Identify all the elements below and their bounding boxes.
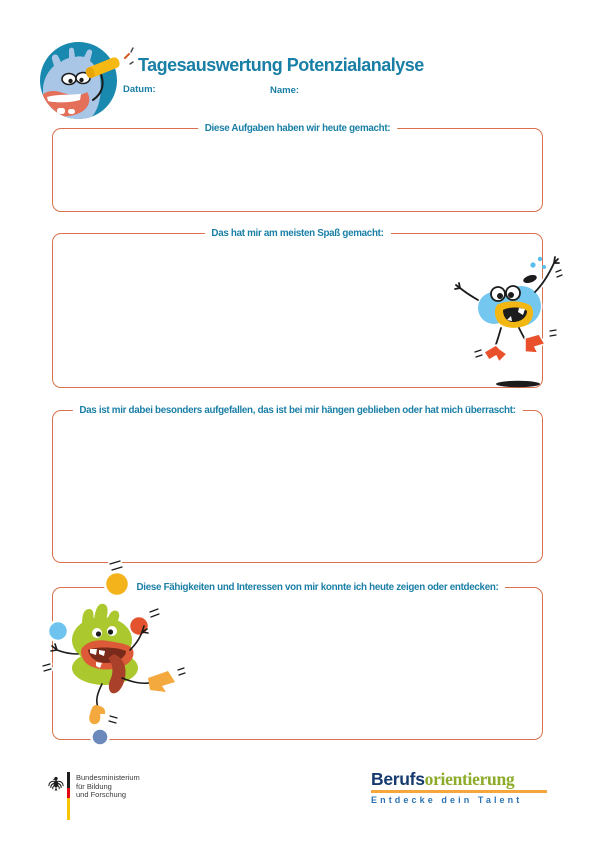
german-flag-stripe <box>67 772 70 820</box>
logo-part-berufs: Berufs <box>371 769 425 789</box>
tasks-box <box>52 123 543 212</box>
logo-underline <box>371 790 547 793</box>
ministry-line-3: und Forschung <box>76 790 127 800</box>
green-monster-juggling-icon <box>38 556 190 754</box>
berufsorientierung-logo <box>371 770 547 805</box>
fun-box-title: Das hat mir am meisten Spaß gemacht: <box>204 226 390 241</box>
observations-box-title: Das ist mir dabei besonders aufgefallen, das ist bei mir hängen geblieben oder hat mich überrascht: <box>72 403 522 418</box>
ministry-logo <box>48 772 140 820</box>
logo-part-orientierung: orientierung <box>424 769 515 789</box>
datum-label: Datum: <box>123 84 156 95</box>
logo-tagline: Entdecke dein Talent <box>371 794 523 805</box>
federal-eagle-icon <box>48 774 64 792</box>
ministry-line-1: Bundesministerium <box>76 773 140 782</box>
name-label: Name: <box>270 85 300 96</box>
ministry-name <box>76 774 140 800</box>
page-title: Tagesauswertung Potenzialanalyse <box>138 55 424 75</box>
berufsorientierung-wordmark <box>371 770 547 790</box>
tasks-fill-area[interactable] <box>59 139 536 205</box>
skills-box-title: Diese Fähigkeiten und Interessen von mir konnte ich heute zeigen oder entdecken: <box>130 580 506 595</box>
tasks-box-title: Diese Aufgaben haben wir heute gemacht: <box>198 121 398 136</box>
observations-box <box>52 405 543 563</box>
ministry-line-2: für Bildung <box>76 781 112 791</box>
blue-monster-jumping-icon <box>453 250 565 390</box>
monster-with-pen-icon <box>33 38 135 123</box>
observations-fill-area[interactable] <box>59 421 536 556</box>
